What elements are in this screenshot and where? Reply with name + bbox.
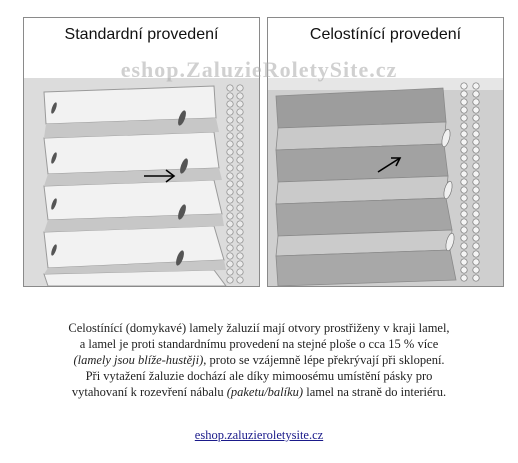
description-line: Při vytažení žaluzie dochází ale díky mimoosému umístění pásky pro [85,369,433,383]
full-shading-panel-title: Celostínící provedení [309,26,462,43]
standard-blinds-photo [24,78,259,286]
full-shading-slats [276,88,456,286]
shop-link[interactable]: eshop.zaluzieroletysite.cz [194,428,324,442]
description-line: Celostínící (domykavé) lamely žaluzií mají otvory prostřiženy v kraji lamel, [68,321,450,335]
shop-link-container [0,428,518,443]
watermark-text: eshop.ZaluzieRoletySite.cz [120,57,398,82]
description-line: (lamely jsou blíže-hustěji), proto se vzájemně lépe překrývají při sklopení. [73,353,445,367]
standard-panel-title: Standardní provedení [64,26,219,43]
description-line: a lamel je proti standardnímu provedení na stejné ploše o cca 15 % více [79,337,439,351]
description-italic: (paketu/balíku) [226,385,304,399]
standard-slats [44,86,226,286]
description-italic: (lamely jsou blíže-hustěji) [73,353,204,367]
description [28,320,490,400]
description-line: vytahovaní k rozevření nábalu (paketu/balíku) lamel na straně do interiéru. [71,385,447,399]
full-shading-blinds-photo [268,78,503,286]
